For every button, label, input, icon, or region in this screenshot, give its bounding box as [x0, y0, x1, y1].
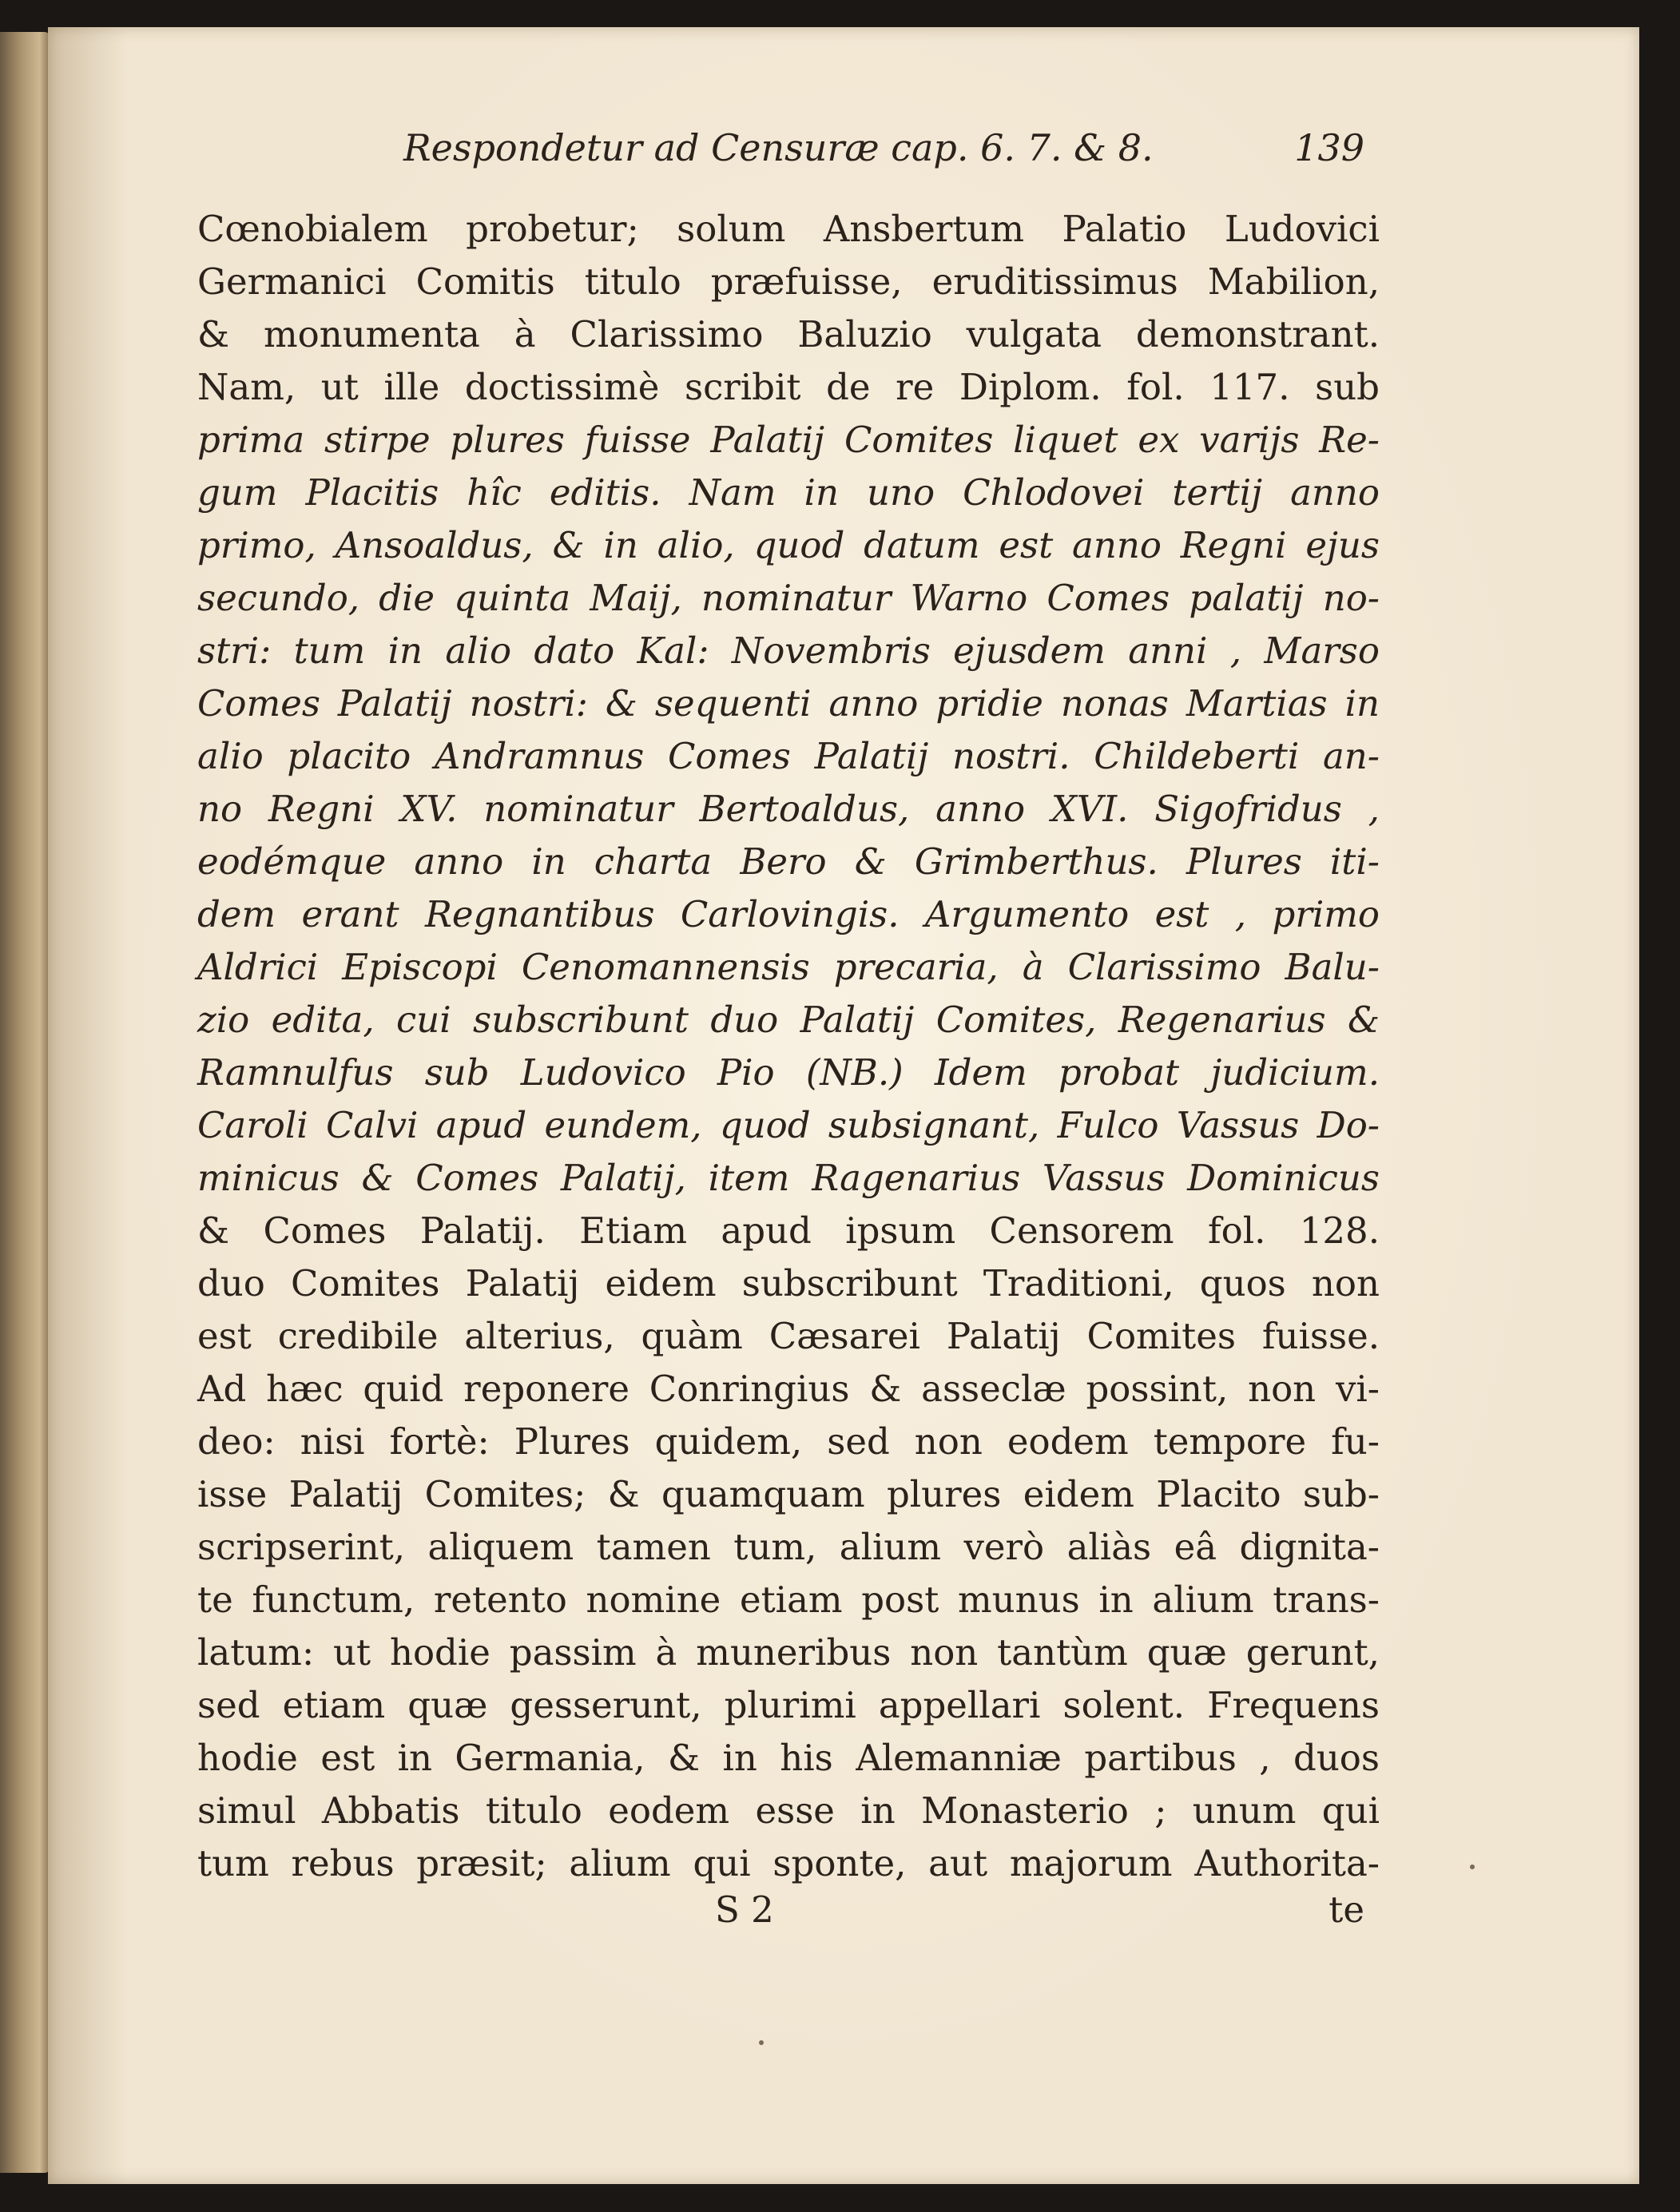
text-line: minicus & Comes Palatij, item Ragenarius Vassus Dominicus	[197, 1157, 1380, 1199]
text-line: prima stirpe plures fuisse Palatij Comites liquet ex varijs Re-	[197, 419, 1380, 461]
text-line: primo, Ansoaldus, & in alio, quod datum est anno Regni ejus	[197, 524, 1380, 566]
text-line: duo Comites Palatij eidem subscribunt Traditioni, quos non	[197, 1262, 1380, 1305]
text-line: no Regni XV. nominatur Bertoaldus, anno XVI. Sigofridus ,	[197, 788, 1380, 830]
text-line: Ramnulfus sub Ludovico Pio (NB.) Idem probat judicium.	[197, 1051, 1380, 1094]
text-line: Nam, ut ille doctissimè scribit de re Diplom. fol. 117. sub	[197, 366, 1380, 408]
text-line: deo: nisi fortè: Plures quidem, sed non eodem tempore fu-	[197, 1420, 1380, 1463]
facing-page-edge	[0, 32, 50, 2173]
text-line: tum rebus præsit; alium qui sponte, aut majorum Authorita-	[197, 1842, 1380, 1884]
text-line: scripserint, aliquem tamen tum, alium verò aliàs eâ dignita-	[197, 1526, 1380, 1568]
text-line: zio edita, cui subscribunt duo Palatij Comites, Regenarius &	[197, 999, 1380, 1041]
text-line: alio placito Andramnus Comes Palatij nostri. Childeberti an-	[197, 735, 1380, 777]
text-line: stri: tum in alio dato Kal: Novembris ejusdem anni , Marso	[197, 629, 1380, 672]
text-line: isse Palatij Comites; & quamquam plures eidem Placito sub-	[197, 1473, 1380, 1515]
running-head: Respondetur ad Censuræ cap. 6. 7. & 8.	[403, 126, 1154, 169]
text-line: est credibile alterius, quàm Cæsarei Palatij Comites fuisse.	[197, 1315, 1380, 1357]
text-line: & Comes Palatij. Etiam apud ipsum Censorem fol. 128.	[197, 1209, 1380, 1252]
text-line: secundo, die quinta Maij, nominatur Warno Comes palatij no-	[197, 577, 1380, 619]
text-line: Cœnobialem probetur; solum Ansbertum Palatio Ludovici	[197, 208, 1380, 250]
page	[48, 27, 1639, 2184]
text-line: hodie est in Germania, & in his Alemanniæ partibus , duos	[197, 1737, 1380, 1779]
paper-speck	[1470, 1865, 1475, 1869]
text-line: latum: ut hodie passim à muneribus non tantùm quæ gerunt,	[197, 1631, 1380, 1674]
text-line: eodémque anno in charta Bero & Grimberthus. Plures iti-	[197, 840, 1380, 883]
text-line: Comes Palatij nostri: & sequenti anno pridie nonas Martias in	[197, 682, 1380, 725]
text-line: dem erant Regnantibus Carlovingis. Argumento est , primo	[197, 893, 1380, 935]
text-line: & monumenta à Clarissimo Baluzio vulgata demonstrant.	[197, 313, 1380, 355]
catchword: te	[1329, 1888, 1364, 1931]
text-line: Aldrici Episcopi Cenomannensis precaria, à Clarissimo Balu-	[197, 946, 1380, 988]
text-line: sed etiam quæ gesserunt, plurimi appellari solent. Frequens	[197, 1684, 1380, 1726]
text-line: te functum, retento nomine etiam post munus in alium trans-	[197, 1579, 1380, 1621]
paper-speck	[759, 2040, 764, 2045]
text-line: gum Placitis hîc editis. Nam in uno Chlodovei tertij anno	[197, 471, 1380, 514]
text-line: Caroli Calvi apud eundem, quod subsignant, Fulco Vassus Do-	[197, 1104, 1380, 1146]
text-line: simul Abbatis titulo eodem esse in Monasterio ; unum qui	[197, 1789, 1380, 1832]
page-number: 139	[1294, 126, 1364, 169]
text-line: Ad hæc quid reponere Conringius & asseclæ possint, non vi-	[197, 1368, 1380, 1410]
signature-mark: S 2	[715, 1888, 774, 1931]
text-line: Germanici Comitis titulo præfuisse, eruditissimus Mabilion,	[197, 260, 1380, 303]
